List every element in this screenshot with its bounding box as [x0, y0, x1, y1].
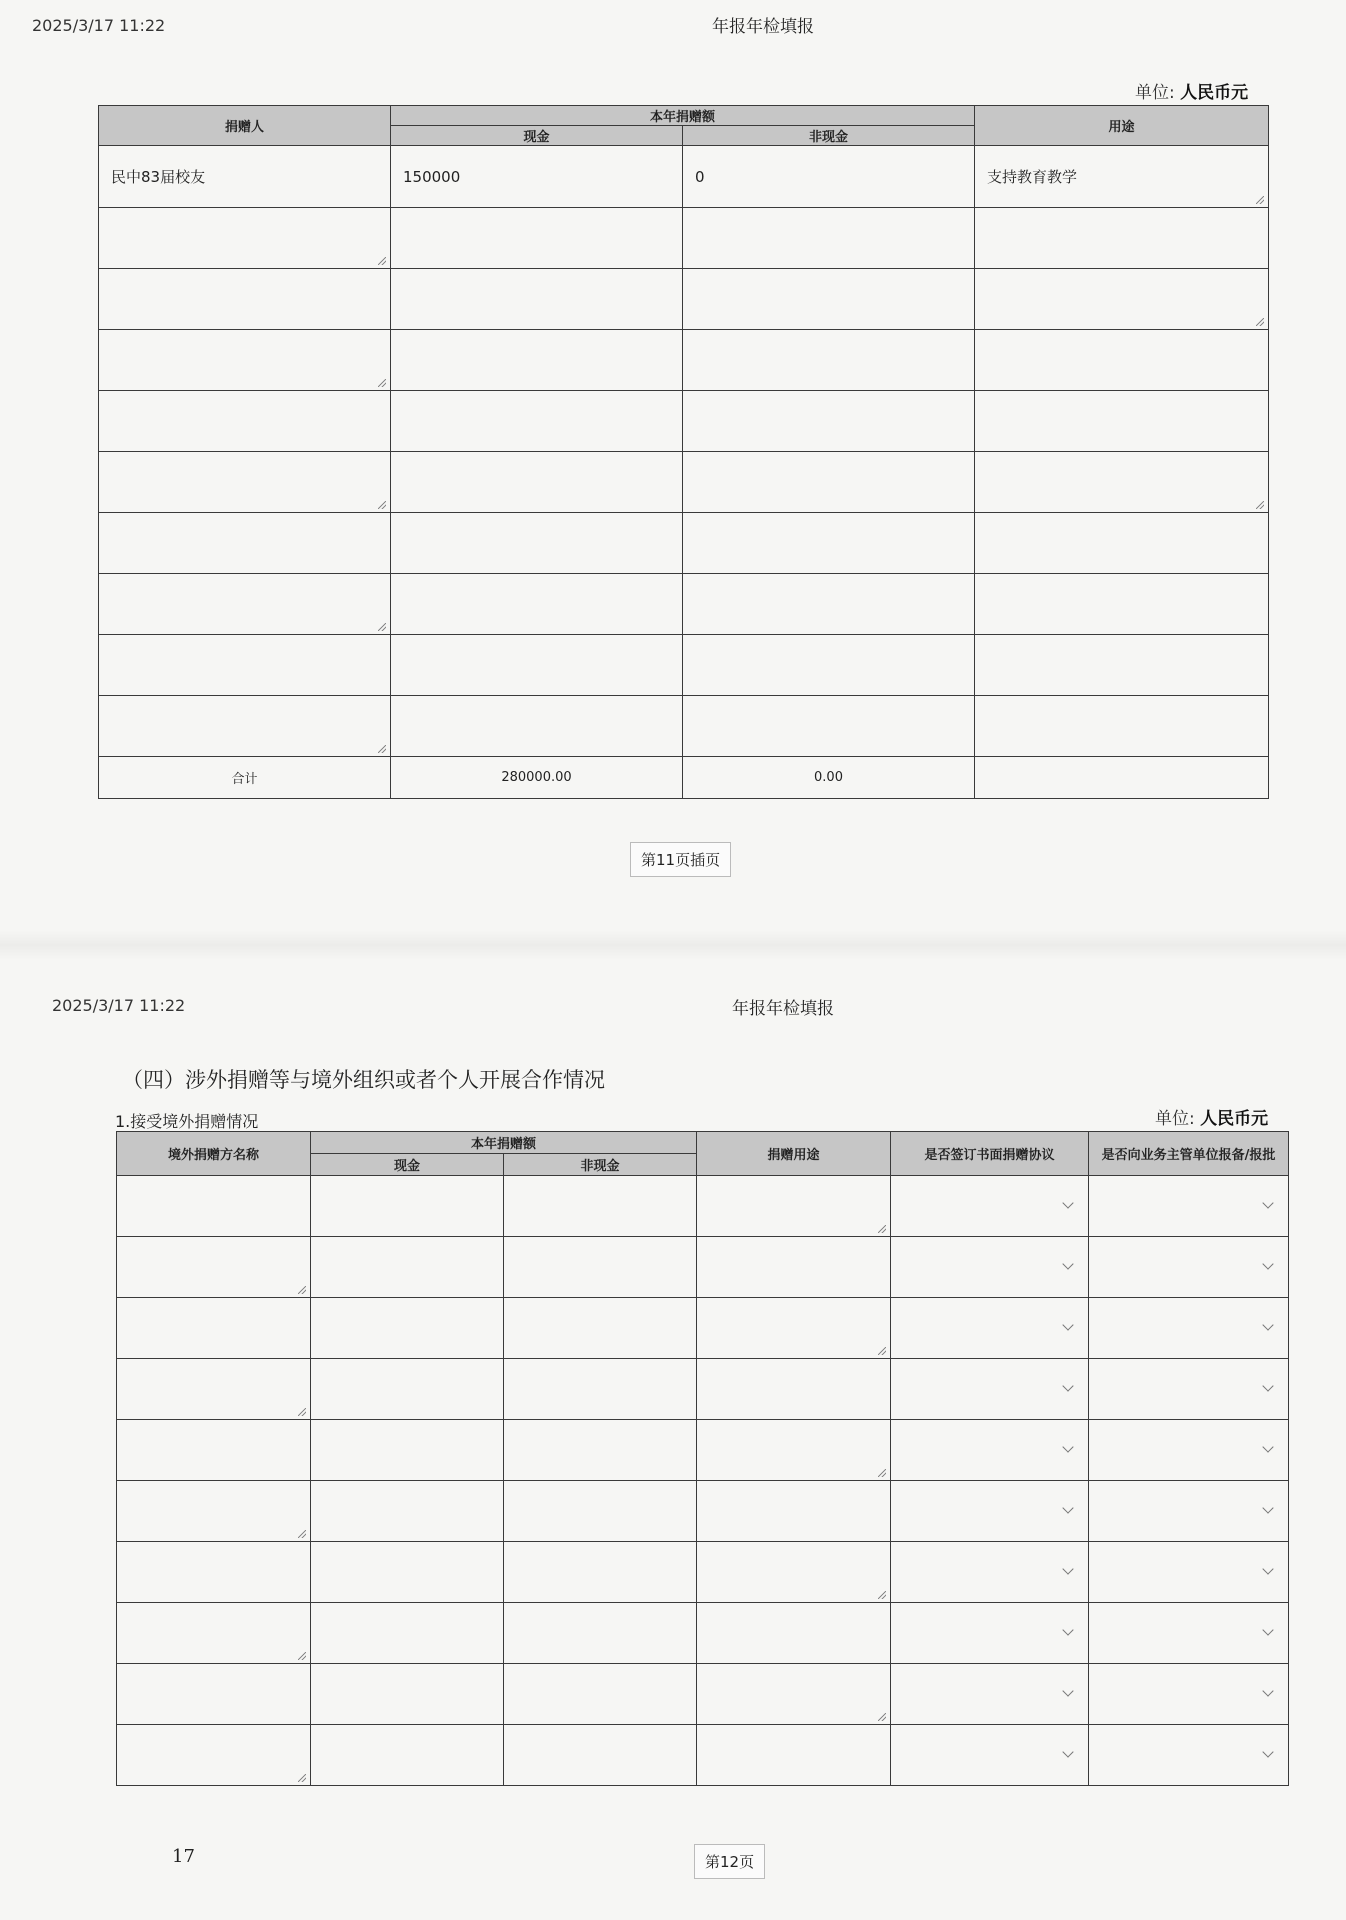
table-row	[117, 1420, 1289, 1481]
cell-donor[interactable]	[99, 452, 391, 513]
document-title-2: 年报年检填报	[732, 999, 834, 1019]
chevron-down-icon[interactable]	[1262, 1502, 1273, 1513]
cell-cash[interactable]	[391, 208, 683, 269]
resize-handle-icon[interactable]	[378, 745, 386, 753]
cell-agreement[interactable]	[891, 1298, 1089, 1359]
header-donor: 捐赠人	[99, 106, 391, 146]
table-row	[117, 1664, 1289, 1725]
cell-noncash[interactable]	[504, 1237, 697, 1298]
unit-value-2: 人民币元	[1200, 1109, 1269, 1129]
header-noncash-2: 非现金	[504, 1154, 697, 1176]
header-cash: 现金	[391, 126, 683, 146]
cell-purpose[interactable]	[697, 1481, 891, 1542]
cell-approval[interactable]	[1089, 1298, 1289, 1359]
table-row	[117, 1298, 1289, 1359]
cell-cash[interactable]	[311, 1603, 504, 1664]
cell-name[interactable]	[117, 1481, 311, 1542]
cell-cash[interactable]	[311, 1725, 504, 1786]
cell-cash[interactable]	[391, 696, 683, 757]
cell-purpose[interactable]	[975, 452, 1269, 513]
page-fold	[0, 930, 1346, 960]
foreign-donation-table	[116, 1131, 1289, 1786]
chevron-down-icon[interactable]	[1262, 1746, 1273, 1757]
resize-handle-icon[interactable]	[878, 1469, 886, 1477]
cell-purpose[interactable]	[975, 574, 1269, 635]
chevron-down-icon[interactable]	[1062, 1441, 1073, 1452]
cell-donor[interactable]	[99, 574, 391, 635]
header-donation-purpose: 捐赠用途	[697, 1132, 891, 1176]
cell-purpose[interactable]	[975, 635, 1269, 696]
resize-handle-icon[interactable]	[1256, 501, 1264, 509]
cell-approval[interactable]	[1089, 1420, 1289, 1481]
cell-name[interactable]	[117, 1664, 311, 1725]
cell-cash[interactable]	[391, 635, 683, 696]
total-label: 合计	[99, 757, 391, 799]
chevron-down-icon[interactable]	[1262, 1563, 1273, 1574]
table-row	[117, 1237, 1289, 1298]
resize-handle-icon[interactable]	[378, 501, 386, 509]
cell-cash[interactable]	[391, 391, 683, 452]
cell-agreement[interactable]	[891, 1420, 1089, 1481]
chevron-down-icon[interactable]	[1262, 1685, 1273, 1696]
cell-cash[interactable]	[391, 269, 683, 330]
cell-name[interactable]	[117, 1542, 311, 1603]
cell-donor[interactable]	[99, 696, 391, 757]
cell-agreement[interactable]	[891, 1176, 1089, 1237]
cell-agreement[interactable]	[891, 1481, 1089, 1542]
cell-noncash[interactable]	[504, 1298, 697, 1359]
chevron-down-icon[interactable]	[1062, 1197, 1073, 1208]
cell-cash[interactable]	[311, 1176, 504, 1237]
chevron-down-icon[interactable]	[1262, 1380, 1273, 1391]
chevron-down-icon[interactable]	[1062, 1563, 1073, 1574]
cell-purpose[interactable]	[697, 1237, 891, 1298]
cell-noncash-value: 0	[695, 167, 705, 186]
unit-label-2	[1155, 1104, 1268, 1129]
cell-cash[interactable]	[311, 1481, 504, 1542]
cell-purpose[interactable]	[975, 208, 1269, 269]
subsection-title: 1.接受境外捐赠情况	[115, 1112, 259, 1131]
resize-handle-icon[interactable]	[878, 1225, 886, 1233]
cell-agreement[interactable]	[891, 1237, 1089, 1298]
total-purpose	[975, 757, 1269, 799]
header-filing-approval: 是否向业务主管单位报备/报批	[1089, 1132, 1289, 1176]
table-row	[117, 1725, 1289, 1786]
unit-label-text: 单位:	[1135, 83, 1175, 103]
table-row	[99, 574, 1269, 635]
cell-noncash[interactable]	[504, 1664, 697, 1725]
chevron-down-icon[interactable]	[1062, 1746, 1073, 1757]
resize-handle-icon[interactable]	[298, 1652, 306, 1660]
cell-cash[interactable]	[311, 1664, 504, 1725]
cell-purpose[interactable]	[975, 513, 1269, 574]
cell-noncash[interactable]	[683, 452, 975, 513]
table-row	[117, 1481, 1289, 1542]
cell-cash[interactable]	[311, 1542, 504, 1603]
timestamp-2: 2025/3/17 11:22	[52, 996, 186, 1015]
cell-noncash[interactable]	[683, 696, 975, 757]
cell-cash[interactable]	[391, 330, 683, 391]
resize-handle-icon[interactable]	[378, 257, 386, 265]
cell-purpose[interactable]	[697, 1176, 891, 1237]
header-foreign-donor-name: 境外捐赠方名称	[117, 1132, 311, 1176]
document-title: 年报年检填报	[712, 17, 814, 37]
unit-label	[1135, 78, 1248, 103]
cell-donor[interactable]	[99, 635, 391, 696]
cell-cash[interactable]	[311, 1359, 504, 1420]
cell-donor[interactable]	[99, 330, 391, 391]
table-row	[99, 635, 1269, 696]
resize-handle-icon[interactable]	[1256, 318, 1264, 326]
cell-cash[interactable]	[391, 146, 683, 208]
table-row	[117, 1176, 1289, 1237]
chevron-down-icon[interactable]	[1262, 1441, 1273, 1452]
cell-purpose[interactable]	[697, 1420, 891, 1481]
cell-noncash[interactable]	[504, 1481, 697, 1542]
cell-purpose[interactable]	[975, 330, 1269, 391]
cell-purpose[interactable]	[697, 1603, 891, 1664]
chevron-down-icon[interactable]	[1062, 1502, 1073, 1513]
resize-handle-icon[interactable]	[878, 1347, 886, 1355]
cell-donor[interactable]	[99, 513, 391, 574]
cell-purpose[interactable]	[975, 696, 1269, 757]
cell-noncash[interactable]	[683, 269, 975, 330]
cell-cash[interactable]	[391, 574, 683, 635]
chevron-down-icon[interactable]	[1062, 1319, 1073, 1330]
table-row	[99, 696, 1269, 757]
cell-noncash[interactable]	[504, 1420, 697, 1481]
timestamp: 2025/3/17 11:22	[32, 16, 166, 35]
cell-name[interactable]	[117, 1298, 311, 1359]
cell-noncash[interactable]	[683, 330, 975, 391]
cell-cash[interactable]	[311, 1420, 504, 1481]
cell-purpose[interactable]	[975, 146, 1269, 208]
cell-cash-value: 150000	[403, 167, 461, 186]
resize-handle-icon[interactable]	[298, 1530, 306, 1538]
cell-purpose[interactable]	[697, 1359, 891, 1420]
total-noncash: 0.00	[683, 757, 975, 799]
unit-label-text-2: 单位:	[1155, 1109, 1195, 1129]
total-cash: 280000.00	[391, 757, 683, 799]
cell-name[interactable]	[117, 1725, 311, 1786]
chevron-down-icon[interactable]	[1262, 1319, 1273, 1330]
cell-purpose[interactable]	[697, 1298, 891, 1359]
header-amount-group: 本年捐赠额	[391, 106, 975, 126]
resize-handle-icon[interactable]	[298, 1774, 306, 1782]
unit-value: 人民币元	[1180, 83, 1249, 103]
cell-purpose[interactable]	[697, 1725, 891, 1786]
cell-purpose[interactable]	[975, 391, 1269, 452]
table-row	[117, 1542, 1289, 1603]
cell-approval[interactable]	[1089, 1176, 1289, 1237]
cell-name[interactable]	[117, 1237, 311, 1298]
table-row	[99, 208, 1269, 269]
cell-noncash[interactable]	[504, 1542, 697, 1603]
cell-noncash[interactable]	[683, 513, 975, 574]
header-amount-group-2: 本年捐赠额	[311, 1132, 697, 1154]
cell-purpose[interactable]	[697, 1664, 891, 1725]
chevron-down-icon[interactable]	[1262, 1258, 1273, 1269]
cell-cash[interactable]	[391, 513, 683, 574]
cell-name[interactable]	[117, 1176, 311, 1237]
cell-agreement[interactable]	[891, 1542, 1089, 1603]
cell-purpose-value: 支持教育教学	[987, 168, 1078, 186]
cell-agreement[interactable]	[891, 1664, 1089, 1725]
section-title: （四）涉外捐赠等与境外组织或者个人开展合作情况	[122, 1068, 605, 1092]
cell-noncash[interactable]	[504, 1359, 697, 1420]
cell-approval[interactable]	[1089, 1481, 1289, 1542]
cell-noncash[interactable]	[683, 635, 975, 696]
cell-name[interactable]	[117, 1603, 311, 1664]
chevron-down-icon[interactable]	[1062, 1624, 1073, 1635]
cell-cash[interactable]	[311, 1237, 504, 1298]
cell-agreement[interactable]	[891, 1359, 1089, 1420]
cell-donor[interactable]	[99, 208, 391, 269]
page-number: 17	[172, 1846, 195, 1867]
table-row	[99, 452, 1269, 513]
cell-noncash[interactable]	[683, 146, 975, 208]
chevron-down-icon[interactable]	[1062, 1258, 1073, 1269]
cell-noncash[interactable]	[504, 1725, 697, 1786]
page-label: 第11页插页	[630, 842, 731, 877]
header-cash-2: 现金	[311, 1154, 504, 1176]
cell-noncash[interactable]	[683, 391, 975, 452]
table-row	[99, 330, 1269, 391]
cell-cash[interactable]	[391, 452, 683, 513]
header-purpose: 用途	[975, 106, 1269, 146]
table-row	[99, 391, 1269, 452]
cell-purpose[interactable]	[697, 1542, 891, 1603]
cell-approval[interactable]	[1089, 1664, 1289, 1725]
resize-handle-icon[interactable]	[378, 379, 386, 387]
resize-handle-icon[interactable]	[878, 1713, 886, 1721]
cell-donor[interactable]	[99, 269, 391, 330]
cell-approval[interactable]	[1089, 1603, 1289, 1664]
cell-cash[interactable]	[311, 1298, 504, 1359]
cell-agreement[interactable]	[891, 1725, 1089, 1786]
header-noncash: 非现金	[683, 126, 975, 146]
cell-noncash[interactable]	[683, 208, 975, 269]
cell-approval[interactable]	[1089, 1725, 1289, 1786]
cell-noncash[interactable]	[683, 574, 975, 635]
cell-approval[interactable]	[1089, 1542, 1289, 1603]
table-row	[117, 1603, 1289, 1664]
cell-purpose[interactable]	[975, 269, 1269, 330]
chevron-down-icon[interactable]	[1062, 1380, 1073, 1391]
page-label-2: 第12页	[694, 1844, 765, 1879]
chevron-down-icon[interactable]	[1262, 1197, 1273, 1208]
cell-name[interactable]	[117, 1359, 311, 1420]
resize-handle-icon[interactable]	[378, 623, 386, 631]
resize-handle-icon[interactable]	[298, 1286, 306, 1294]
table-row	[117, 1359, 1289, 1420]
cell-donor[interactable]	[99, 146, 391, 208]
table-row	[99, 269, 1269, 330]
donation-table	[98, 105, 1269, 799]
chevron-down-icon[interactable]	[1062, 1685, 1073, 1696]
table-row	[99, 513, 1269, 574]
cell-noncash[interactable]	[504, 1603, 697, 1664]
table-row	[99, 146, 1269, 208]
cell-approval[interactable]	[1089, 1359, 1289, 1420]
cell-agreement[interactable]	[891, 1603, 1089, 1664]
cell-noncash[interactable]	[504, 1176, 697, 1237]
cell-donor-value: 民中83届校友	[111, 168, 206, 186]
cell-name[interactable]	[117, 1420, 311, 1481]
header-written-agreement: 是否签订书面捐赠协议	[891, 1132, 1089, 1176]
cell-donor[interactable]	[99, 391, 391, 452]
resize-handle-icon[interactable]	[878, 1591, 886, 1599]
chevron-down-icon[interactable]	[1262, 1624, 1273, 1635]
resize-handle-icon[interactable]	[1256, 196, 1264, 204]
cell-approval[interactable]	[1089, 1237, 1289, 1298]
total-row	[99, 757, 1269, 799]
resize-handle-icon[interactable]	[298, 1408, 306, 1416]
